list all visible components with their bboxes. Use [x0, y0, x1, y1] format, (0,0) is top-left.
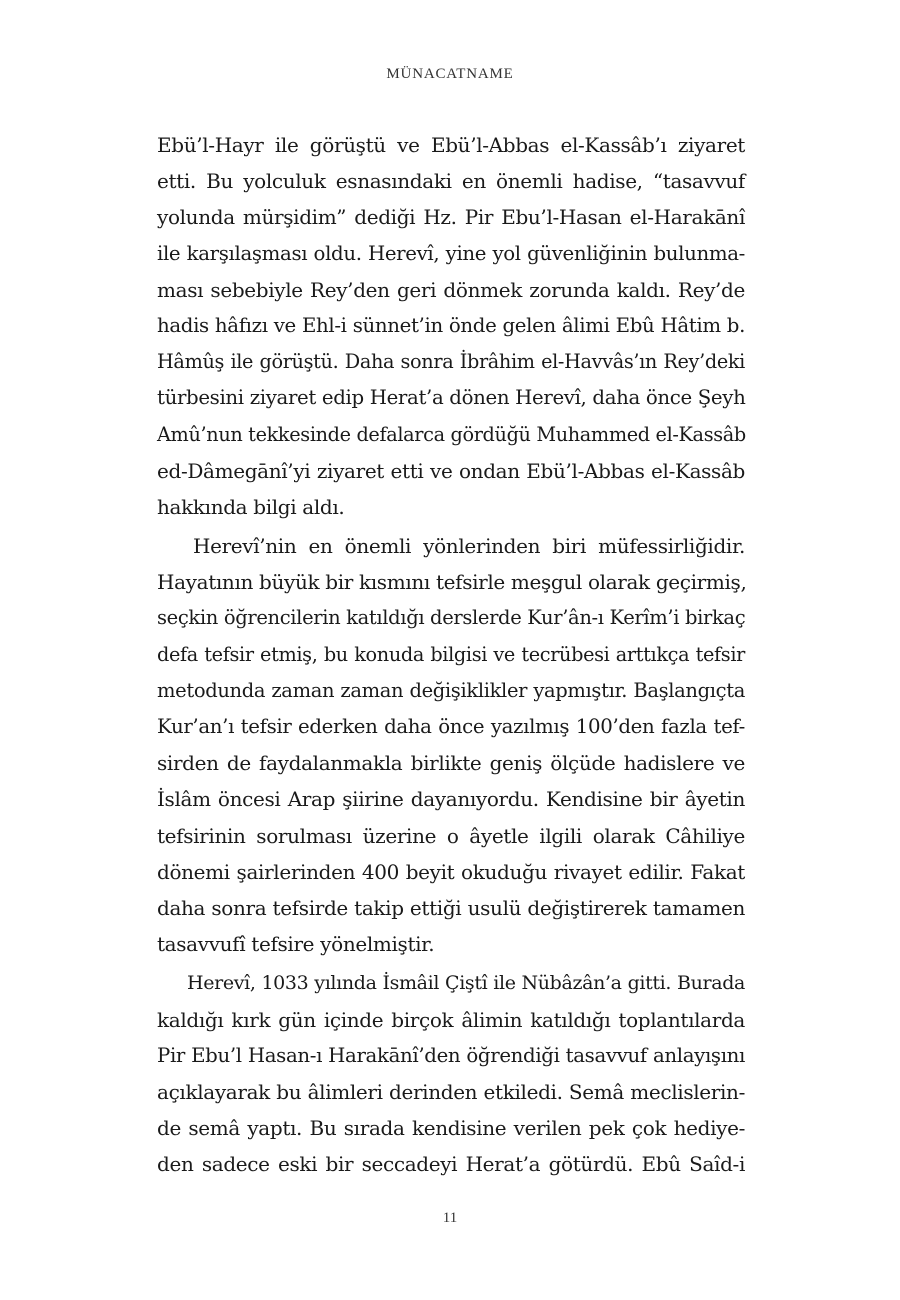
text-line: hakkında bilgi aldı.	[157, 494, 345, 519]
text-line: ed-Dâmegānî’yi ziyaret etti ve ondan Ebü’l-Abbas el-Kassâb	[157, 458, 745, 483]
text-line: tefsirinin sorulması üzerine o âyetle ilgili olarak Câhiliye	[157, 823, 745, 848]
text-line: Pir Ebu’l Hasan-ı Harakānî’den öğrendiği tasavvuf anlayışını	[157, 1043, 745, 1067]
text-line: kaldığı kırk gün içinde birçok âlimin katıldığı toplantılarda	[157, 1007, 745, 1032]
text-line: yolunda mürşidim” dediği Hz. Pir Ebu’l-Hasan el-Harakānî	[157, 205, 745, 230]
text-line: Hayatının büyük bir kısmını tefsirle meşgul olarak geçirmiş,	[157, 570, 747, 595]
page-number: 11	[442, 1210, 458, 1226]
text-line: dönemi şairlerinden 400 beyit okuduğu rivayet edilir. Fakat	[157, 859, 745, 884]
text-line: de semâ yaptı. Bu sırada kendisine verilen pek çok hediye-	[157, 1116, 745, 1141]
text-line: sirden de faydalanmakla birlikte geniş ölçüde hadislere ve	[157, 751, 745, 776]
text-line: seçkin öğrencilerin katıldığı derslerde Kur’ân-ı Kerîm’i birkaç	[157, 606, 746, 630]
text-line: ması sebebiyle Rey’den geri dönmek zorunda kaldı. Rey’de	[157, 277, 745, 302]
running-title: MÜNACATNAME	[386, 66, 514, 82]
paragraph-3	[157, 965, 745, 1182]
text-line: Ebü’l-Hayr ile görüştü ve Ebü’l-Abbas el-Kassâb’ı ziyaret	[157, 133, 745, 157]
text-line: etti. Bu yolculuk esnasındaki en önemli hadise, “tasavvuf	[157, 169, 745, 194]
paragraph-2	[157, 528, 745, 962]
body-text	[157, 127, 745, 1182]
text-line: Herevî’nin en önemli yönlerinden biri müfessirliğidir.	[193, 534, 745, 559]
text-line: ile karşılaşması oldu. Herevî, yine yol güvenliğinin bulunma-	[157, 241, 745, 265]
text-line: türbesini ziyaret edip Herat’a dönen Herevî, daha önce Şeyh	[157, 386, 746, 410]
text-line: Hâmûş ile görüştü. Daha sonra İbrâhim el-Havvâs’ın Rey’deki	[157, 350, 745, 374]
paragraph-1	[157, 127, 745, 525]
text-line: hadis hâfızı ve Ehl-i sünnet’in önde gelen âlimi Ebû Hâtim b.	[157, 313, 745, 337]
text-line: İslâm öncesi Arap şiirine dayanıyordu. Kendisine bir âyetin	[157, 787, 745, 812]
text-line: daha sonra tefsirde takip ettiği usulü değiştirerek tamamen	[157, 895, 745, 920]
text-line: tasavvufî tefsire yönelmiştir.	[157, 932, 435, 957]
text-line: defa tefsir etmiş, bu konuda bilgisi ve tecrübesi arttıkça tefsir	[157, 642, 745, 666]
text-line: Amû’nun tekkesinde defalarca gördüğü Muhammed el-Kassâb	[157, 422, 746, 446]
text-line: metodunda zaman zaman değişiklikler yapmıştır. Başlangıçta	[157, 678, 745, 702]
text-line: açıklayarak bu âlimleri derinden etkiledi. Semâ meclislerin-	[157, 1079, 745, 1104]
text-line: den sadece eski bir seccadeyi Herat’a götürdü. Ebû Saîd-i	[157, 1152, 745, 1177]
text-line: Herevî, 1033 yılında İsmâil Çiştî ile Nübâzân’a gitti. Burada	[187, 972, 745, 995]
text-line: Kur’an’ı tefsir ederken daha önce yazılmış 100’den fazla tef-	[157, 715, 745, 738]
